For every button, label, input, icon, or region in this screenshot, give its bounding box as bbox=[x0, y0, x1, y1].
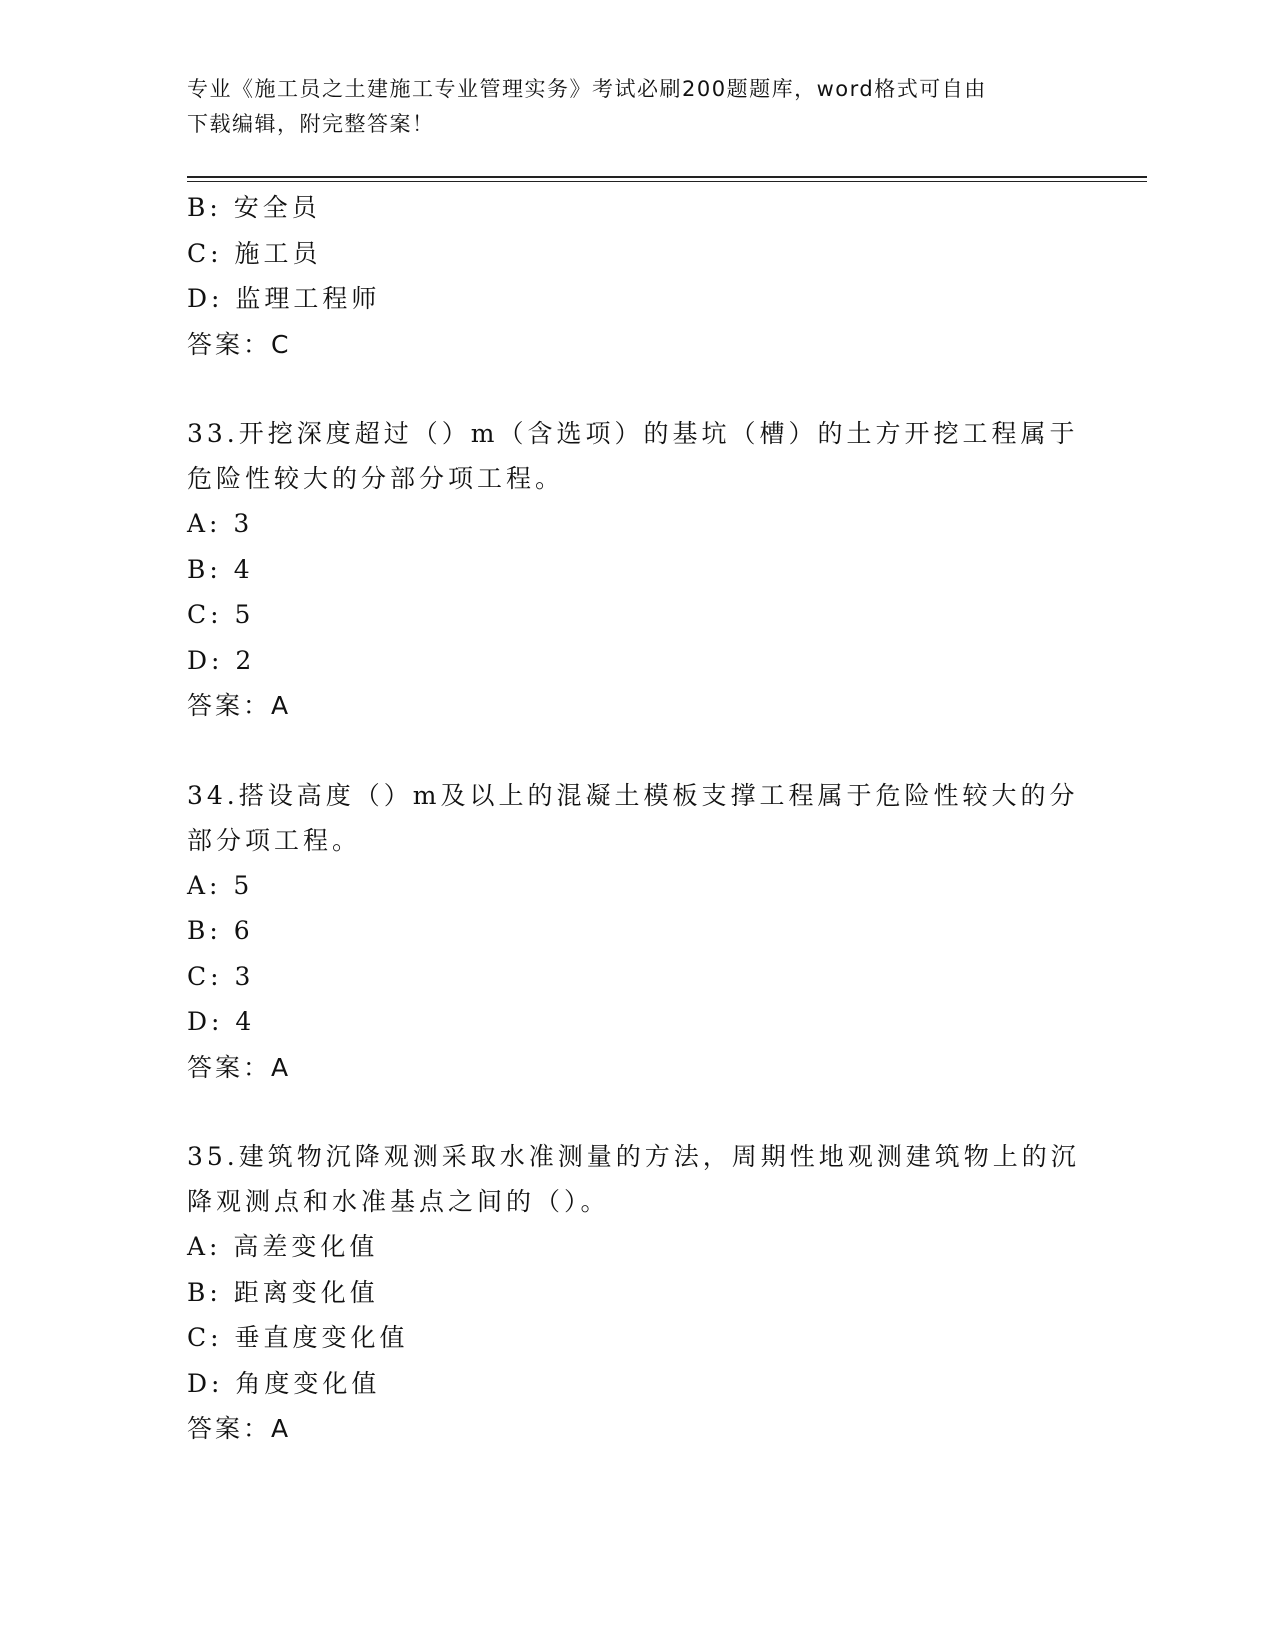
option-c: C: 5 bbox=[187, 600, 255, 629]
option-d: D: 4 bbox=[187, 1007, 256, 1036]
header-line-1: 专业《施工员之土建施工专业管理实务》考试必刷200题题库，word格式可自由 bbox=[187, 77, 987, 101]
option-a: A: 高差变化值 bbox=[187, 1232, 379, 1261]
question-text-line-2: 降观测点和水准基点之间的（）。 bbox=[187, 1187, 610, 1216]
option-b: B: 6 bbox=[187, 916, 254, 945]
option-a: A: 5 bbox=[187, 870, 254, 900]
option-b: B: 距离变化值 bbox=[187, 1277, 379, 1307]
question-text-line-2: 部分项工程。 bbox=[187, 825, 362, 855]
question-34 bbox=[187, 773, 1087, 1091]
option-c: C: 3 bbox=[187, 961, 255, 991]
question-text-line-1: 34.搭设高度（）m及以上的混凝土模板支撑工程属于危险性较大的分 bbox=[187, 780, 1079, 810]
option-d: D: 监理工程师 bbox=[187, 284, 381, 313]
question-text-line-1: 33.开挖深度超过（）m（含选项）的基坑（槽）的土方开挖工程属于 bbox=[187, 419, 1079, 448]
answer-line: 答案：A bbox=[187, 1414, 292, 1443]
answer-line: 答案：A bbox=[187, 1052, 292, 1082]
option-b: B: 4 bbox=[187, 554, 254, 584]
option-c: C: 施工员 bbox=[187, 238, 322, 268]
option-d: D: 2 bbox=[187, 645, 256, 675]
question-33 bbox=[187, 411, 1087, 729]
header-line-2: 下载编辑，附完整答案！ bbox=[187, 112, 435, 136]
document-header bbox=[187, 72, 1067, 142]
option-c: C: 垂直度变化值 bbox=[187, 1323, 409, 1352]
question-35 bbox=[187, 1134, 1087, 1452]
option-d: D: 角度变化值 bbox=[187, 1368, 381, 1398]
option-b: B: 安全员 bbox=[187, 193, 321, 222]
option-a: A: 3 bbox=[187, 509, 254, 538]
header-divider-thin bbox=[187, 181, 1147, 182]
header-divider-thick bbox=[187, 176, 1147, 178]
question-text-line-2: 危险性较大的分部分项工程。 bbox=[187, 464, 565, 493]
answer-line: 答案：C bbox=[187, 329, 292, 359]
question-text-line-1: 35.建筑物沉降观测采取水准测量的方法，周期性地观测建筑物上的沉 bbox=[187, 1142, 1080, 1171]
carryover-options bbox=[187, 185, 1087, 367]
question-content bbox=[187, 185, 1087, 1452]
answer-line: 答案：A bbox=[187, 691, 292, 720]
